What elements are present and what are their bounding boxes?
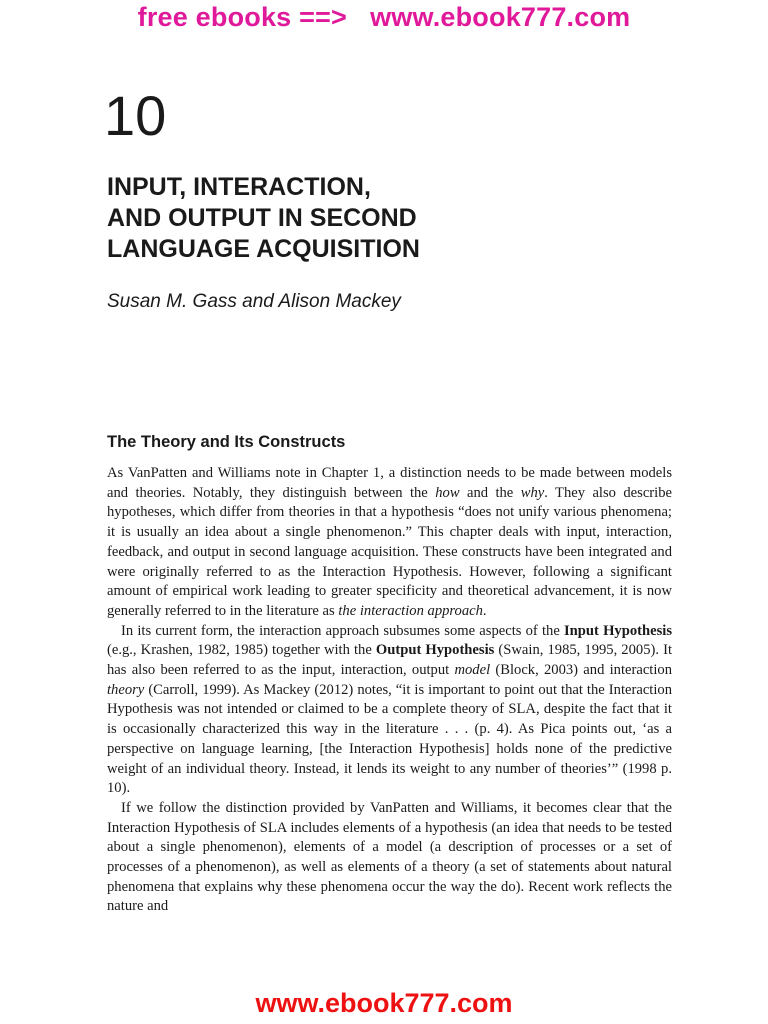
term-output-hypothesis: Output Hypothesis (375, 642, 495, 659)
chapter-title-line: AND OUTPUT IN SECOND (107, 204, 417, 232)
term-input-hypothesis: Input Hypothesis (564, 622, 673, 639)
body-text (107, 464, 672, 917)
paragraph-2: In its current form, the interaction approach subsumes some aspects of the Input Hypothesis (e.g., Krashen, 1982, 1985) together with the Output Hypothesis (Swain, 1985, 1995, 2005). It has also been referred to as the input, interaction, output model (Block, 2003) and interaction theory (Carroll, 1999). As Mackey (2012) notes, “it is important to point out that the Interaction Hypothesis was not intended or claimed to be a complete theory of SLA, despite the fact that it is occasionally characterized this way in the literature . . . (p. 4). As Pica points out, ‘as a perspective on language learning, [the Interaction Hypothesis] holds none of the predictive weight of an individual theory. Instead, it lends its weight to any number of theories’” (1998 p. 10). (107, 622, 673, 797)
paragraph-3: If we follow the distinction provided by VanPatten and Williams, it becomes clear that the Interaction Hypothesis of SLA includes elements of a hypothesis (an idea that needs to be tested about a single phenomenon), elements of a model (a description of processes or a set of processes of a phenomenon), as well as elements of a theory (a set of statements about natural phenomena that explains why these phenomena occur the way the do). Recent work reflects the nature and (107, 799, 672, 915)
section-heading: The Theory and Its Constructs (107, 433, 346, 451)
chapter-number: 10 (104, 84, 167, 147)
paragraph-1: As VanPatten and Williams note in Chapter 1, a distinction needs to be made between models and theories. Notably, they distinguish between the how and the why. They also describe hypotheses, which differ from theories in that a hypothesis “does not unify various phenomena; it is usually an idea about a single phenomenon.” This chapter deals with input, interaction, feedback, and output in second language acquisition. These constructs have been integrated and were originally referred to as the Interaction Hypothesis. However, following a significant amount of empirical work leading to greater specificity and theoretical advancement, it is now generally referred to in the literature as the interaction approach. (107, 465, 672, 619)
chapter-title-line: INPUT, INTERACTION, (107, 173, 371, 201)
emphasis-interaction-approach: the interaction approach (338, 602, 483, 619)
emphasis-theory: theory (107, 681, 145, 698)
chapter-title (107, 172, 667, 265)
emphasis-how: how (435, 484, 460, 501)
footer-banner-link[interactable]: www.ebook777.com (255, 988, 513, 1018)
chapter-title-line: LANGUAGE ACQUISITION (107, 235, 420, 263)
chapter-authors: Susan M. Gass and Alison Mackey (107, 291, 401, 312)
header-banner-link[interactable]: free ebooks ==> www.ebook777.com (137, 2, 631, 32)
emphasis-model: model (454, 662, 491, 679)
emphasis-why: why (520, 484, 545, 501)
